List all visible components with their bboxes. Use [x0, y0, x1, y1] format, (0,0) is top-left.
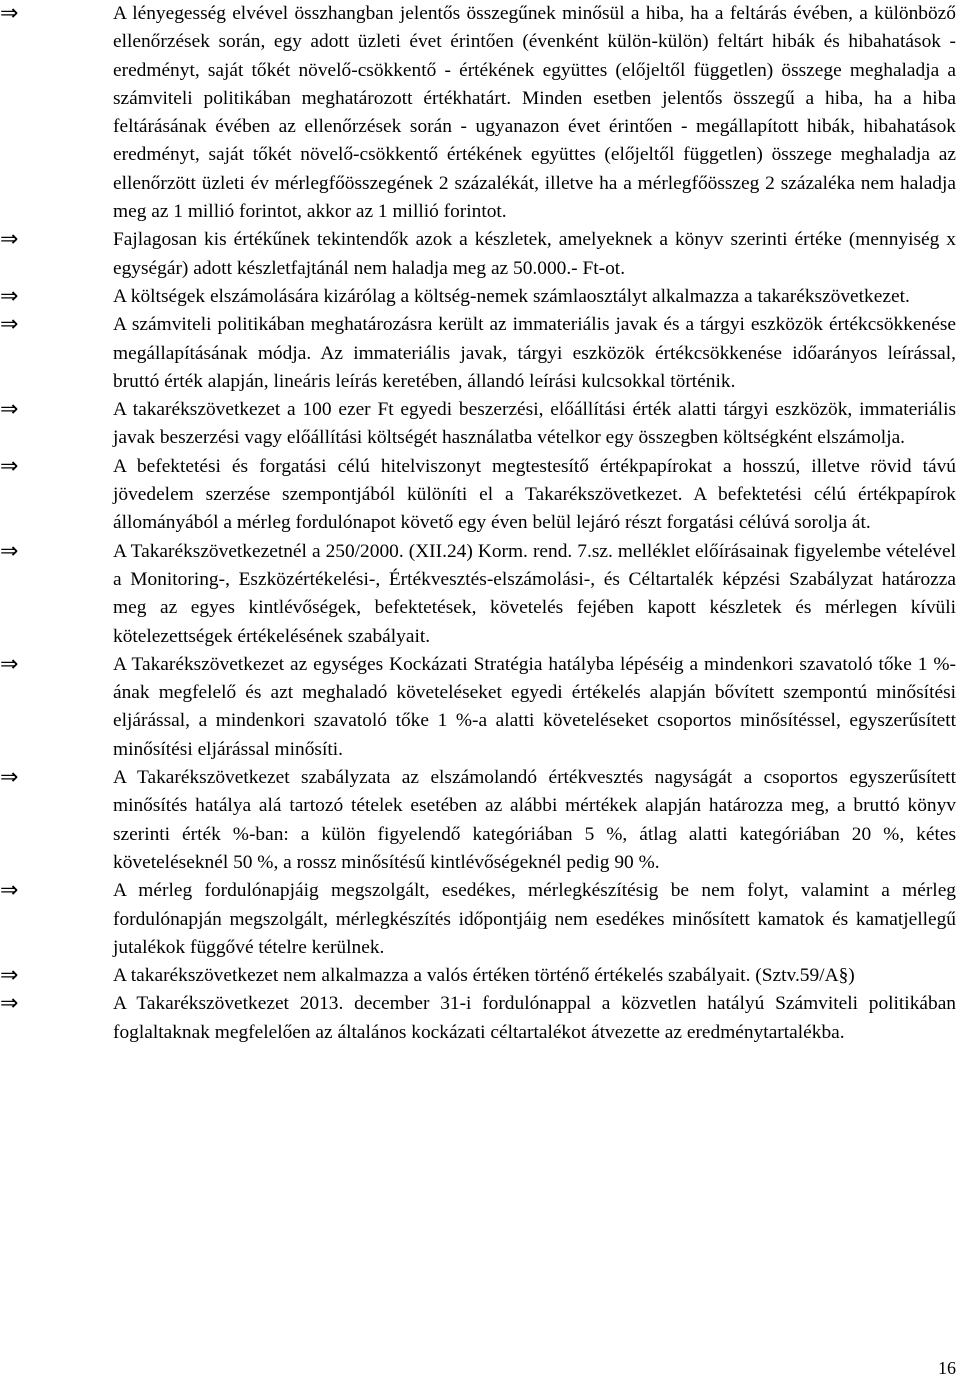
list-item	[0, 990, 960, 1047]
list-item	[0, 396, 960, 453]
double-arrow-bullet-icon: ⇒	[0, 283, 19, 309]
list-item	[0, 877, 960, 962]
double-arrow-bullet-icon: ⇒	[0, 878, 19, 904]
double-arrow-bullet-icon: ⇒	[0, 397, 19, 423]
list-item	[0, 538, 960, 651]
list-item-text: A Takarékszövetkezet szabályzata az elszámolandó értékvesztés nagyságát a csoportos egyszerűsített minősítés hatálya alá tartozó tételek esetében az alábbi mértékek alapján határozza meg, a bruttó könyv szerinti érték %-ban: a külön figyelendő kategóriában 5 %, átlag alatti kategóriában 20 %, kétes követeléseknél 50 %, a rossz minősítésű kintlévőségeknél pedig 90 %.	[113, 767, 956, 873]
list-item	[0, 453, 960, 538]
list-item-text: Fajlagosan kis értékűnek tekintendők azok a készletek, amelyeknek a könyv szerinti értéke (mennyiség x egységár) adott készletfajtánál nem haladja meg az 50.000.- Ft-ot.	[113, 229, 956, 279]
double-arrow-bullet-icon: ⇒	[0, 765, 19, 791]
list-item-text: A Takarékszövetkezetnél a 250/2000. (XII.24) Korm. rend. 7.sz. melléklet előírásainak figyelembe vételével a Monitoring-, Eszközértékelési-, Értékvesztés-elszámolási-, és Céltartalék képzési Szabályzat határozza meg az egyes kintlévőségek, befektetések, követelés fejében kapott készletek és mérlegen kívüli kötelezettségek értékelésének szabályait.	[113, 540, 956, 647]
double-arrow-bullet-icon: ⇒	[0, 963, 19, 989]
list-item	[0, 962, 960, 990]
list-item-text: A lényegesség elvével összhangban jelentős összegűnek minősül a hiba, ha a feltárás évében, a különböző ellenőrzések során, egy adott üzleti évet érintően (évenként külön-külön) feltárt hibák és hibahatások - eredményt, saját tőkét növelő-csökkentő - értékének együttes (előjeltől független) összege meghaladja a számviteli politikában meghatározott értékhatárt. Minden esetben jelentős összegű a hiba, ha a hiba feltárásának évében az ellenőrzések során - ugyanazon évet érintően - megállapított hibák, hibahatások eredményt, saját tőkét növelő-csökkentő értékének együttes (előjeltől független) összege meghaladja az ellenőrzött üzleti év mérlegfőösszegének 2 százalékát, illetve ha a mérlegfőösszeg 2 százaléka nem haladja meg az 1 millió forintot, akkor az 1 millió forintot.	[113, 3, 956, 223]
list-item	[0, 283, 960, 311]
double-arrow-bullet-icon: ⇒	[0, 991, 19, 1017]
double-arrow-bullet-icon: ⇒	[0, 1, 19, 26]
list-item	[0, 651, 960, 764]
double-arrow-bullet-icon: ⇒	[0, 312, 19, 338]
list-item-text: A Takarékszövetkezet az egységes Kockázati Stratégia hatályba lépéséig a mindenkori szavatoló tőke 1 %-ának megfelelő és azt meghaladó követeléseket egyedi értékelés alapján bővített szempontú minősítési eljárással, a mindenkori szavatoló tőke 1 %-a alatti követeléseket csoportos minősítéssel, egyszerűsített minősítési eljárással minősíti.	[113, 653, 956, 760]
list-item-text: A takarékszövetkezet nem alkalmazza a valós értéken történő értékelés szabályait. (Sztv.59/A§)	[113, 965, 855, 987]
list-item	[0, 311, 960, 396]
list-item-text: A Takarékszövetkezet 2013. december 31-i fordulónappal a közvetlen hatályú Számviteli politikában foglaltaknak megfelelően az általános kockázati céltartalékot átvezette az eredménytartalékba.	[113, 993, 956, 1043]
list-item-text: A számviteli politikában meghatározásra került az immateriális javak és a tárgyi eszközök értékcsökkenése megállapításának módja. Az immateriális javak, tárgyi eszközök értékcsökkenése időarányos leírással, bruttó érték alapján, lineáris leírás keretében, állandó leírási kulcsokkal történik.	[113, 314, 956, 392]
double-arrow-bullet-icon: ⇒	[0, 538, 19, 564]
page-number: 16	[938, 1358, 956, 1378]
list-item-text: A befektetési és forgatási célú hitelviszonyt megtestesítő értékpapírokat a hosszú, illetve rövid távú jövedelem szerzése szempontjából különíti el a Takarékszövetkezet. A befektetési célú értékpapírok állományából a mérleg fordulónapot követő egy éven belül lejáró részt forgatási célúvá sorolja át.	[113, 455, 956, 534]
list-item-text: A takarékszövetkezet a 100 ezer Ft egyedi beszerzési, előállítási érték alatti tárgyi eszközök, immateriális javak beszerzési vagy előállítási költségét használatba vételkor egy összegben költségként elszámolja.	[113, 399, 956, 449]
double-arrow-bullet-icon: ⇒	[0, 651, 19, 677]
double-arrow-bullet-icon: ⇒	[0, 227, 19, 253]
double-arrow-bullet-icon: ⇒	[0, 453, 19, 479]
list-item-text: A mérleg fordulónapjáig megszolgált, esedékes, mérlegkészítésig be nem folyt, valamint a mérleg fordulónapján megszolgált, mérlegkészítés időpontjáig nem esedékes minősített kamatok és kamatjellegű jutalékok függővé tételre kerülnek.	[113, 880, 956, 958]
list-item-text: A költségek elszámolására kizárólag a költség-nemek számlaosztályt alkalmazza a takarékszövetkezet.	[113, 285, 910, 307]
list-item	[0, 0, 960, 226]
list-item	[0, 764, 960, 877]
list-item	[0, 226, 960, 283]
